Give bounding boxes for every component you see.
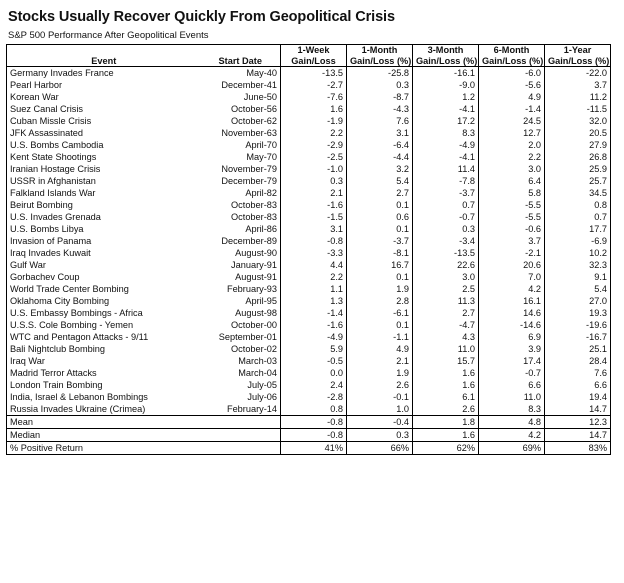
value-cell: 16.1 [479,295,545,307]
event-cell: Falkland Islands War [7,187,201,199]
table-row [7,175,611,187]
value-cell: -1.5 [281,211,347,223]
table-row [7,79,611,91]
value-cell: 11.4 [413,163,479,175]
value-cell: 7.6 [545,367,611,379]
value-cell: 0.0 [281,367,347,379]
value-cell: 6.6 [545,379,611,391]
value-cell: -7.6 [281,91,347,103]
value-cell: 14.7 [545,429,611,442]
date-cell: October-56 [231,104,277,114]
header-cell [201,45,281,56]
header-cell: 1-Year [545,45,611,56]
date-cell: November-79 [221,164,277,174]
date-cell: December-79 [221,176,277,186]
event-cell: U.S.S. Cole Bombing - Yemen [7,319,201,331]
value-cell: 0.1 [347,199,413,211]
value-cell: 0.8 [281,403,347,416]
date-cell [201,416,281,429]
value-cell: 0.1 [347,271,413,283]
value-cell: 27.0 [545,295,611,307]
value-cell: 25.1 [545,343,611,355]
event-cell: Bali Nightclub Bombing [7,343,201,355]
table-row [7,235,611,247]
value-cell: 12.7 [479,127,545,139]
table-row [7,139,611,151]
data-table [6,44,611,455]
date-cell: April-95 [245,296,277,306]
value-cell: -16.7 [545,331,611,343]
value-cell: 9.1 [545,271,611,283]
table-row [7,67,611,80]
value-cell: -5.6 [479,79,545,91]
header-row-top [7,45,611,56]
value-cell: -3.7 [413,187,479,199]
chart-title: Stocks Usually Recover Quickly From Geopolitical Crisis [8,9,395,25]
value-cell: -2.7 [281,79,347,91]
value-cell: -8.7 [347,91,413,103]
value-cell: -1.9 [281,115,347,127]
value-cell: 11.0 [479,391,545,403]
date-cell: April-86 [245,224,277,234]
value-cell: 8.3 [413,127,479,139]
value-cell: 0.3 [281,175,347,187]
value-cell: 4.2 [479,429,545,442]
value-cell: 26.8 [545,151,611,163]
value-cell: 0.1 [347,223,413,235]
value-cell: -2.9 [281,139,347,151]
value-cell: 34.5 [545,187,611,199]
value-cell: -4.9 [281,331,347,343]
value-cell: 20.6 [479,259,545,271]
summary-row [7,442,611,455]
value-cell: 0.6 [347,211,413,223]
table-row [7,295,611,307]
value-cell: 1.6 [413,367,479,379]
event-cell: London Train Bombing [7,379,201,391]
value-cell: 0.7 [545,211,611,223]
table-row [7,211,611,223]
event-cell: Mean [7,416,201,429]
event-cell: Pearl Harbor [7,79,201,91]
summary-row [7,429,611,442]
chart-subtitle: S&P 500 Performance After Geopolitical Events [8,30,209,41]
table-row [7,151,611,163]
value-cell: 19.4 [545,391,611,403]
table-row [7,355,611,367]
header-cell: 1-Month [347,45,413,56]
date-cell: October-62 [231,116,277,126]
value-cell: 83% [545,442,611,455]
value-cell: 32.3 [545,259,611,271]
date-cell: April-82 [245,188,277,198]
value-cell: 3.2 [347,163,413,175]
table-row [7,307,611,319]
value-cell: -5.5 [479,211,545,223]
date-cell: March-03 [238,356,277,366]
value-cell: -19.6 [545,319,611,331]
event-cell: Korean War [7,91,201,103]
value-cell: -1.4 [281,307,347,319]
date-cell [201,429,281,442]
date-cell: November-63 [221,128,277,138]
value-cell: 3.1 [347,127,413,139]
event-cell: India, Israel & Lebanon Bombings [7,391,201,403]
value-cell: 0.7 [413,199,479,211]
event-cell: Iraq War [7,355,201,367]
date-cell: July-05 [247,380,277,390]
date-cell: August-90 [235,248,277,258]
value-cell: 12.3 [545,416,611,429]
value-cell: -2.8 [281,391,347,403]
event-cell: Gulf War [7,259,201,271]
value-cell: -13.5 [281,67,347,80]
value-cell: 10.2 [545,247,611,259]
value-cell: 6.1 [413,391,479,403]
value-cell: -6.1 [347,307,413,319]
value-cell: -4.3 [347,103,413,115]
event-cell: U.S. Bombs Cambodia [7,139,201,151]
value-cell: 22.6 [413,259,479,271]
date-cell: February-14 [226,404,277,414]
value-cell: 66% [347,442,413,455]
value-cell: 11.0 [413,343,479,355]
value-cell: 2.7 [347,187,413,199]
value-cell: 2.6 [413,403,479,416]
date-cell: October-83 [231,200,277,210]
event-cell: Median [7,429,201,442]
header-row-bottom [7,56,611,67]
value-cell: 19.3 [545,307,611,319]
value-cell: 6.6 [479,379,545,391]
value-cell: -5.5 [479,199,545,211]
date-cell: March-04 [238,368,277,378]
header-cell [7,45,201,56]
date-cell: October-02 [231,344,277,354]
value-cell: 2.0 [479,139,545,151]
date-cell: August-98 [235,308,277,318]
header-cell: Gain/Loss (%) [347,56,413,67]
value-cell: 7.0 [479,271,545,283]
date-cell: June-50 [243,92,277,102]
value-cell: 25.7 [545,175,611,187]
header-cell: 1-Week [281,45,347,56]
value-cell: 4.2 [479,283,545,295]
value-cell: -4.1 [413,151,479,163]
value-cell: -2.1 [479,247,545,259]
table-row [7,163,611,175]
value-cell: 1.6 [413,429,479,442]
value-cell: 1.6 [281,103,347,115]
value-cell: -1.6 [281,319,347,331]
table-row [7,379,611,391]
value-cell: 5.9 [281,343,347,355]
value-cell: 41% [281,442,347,455]
table-row [7,259,611,271]
value-cell: 32.0 [545,115,611,127]
table-row [7,115,611,127]
table-row [7,223,611,235]
value-cell: 2.2 [281,271,347,283]
value-cell: 2.5 [413,283,479,295]
value-cell: 0.3 [347,79,413,91]
value-cell: 5.4 [545,283,611,295]
value-cell: -0.8 [281,429,347,442]
value-cell: 3.1 [281,223,347,235]
value-cell: 20.5 [545,127,611,139]
date-cell: August-91 [235,272,277,282]
value-cell: 14.7 [545,403,611,416]
event-cell: Invasion of Panama [7,235,201,247]
value-cell: -25.8 [347,67,413,80]
value-cell: -6.0 [479,67,545,80]
value-cell: -0.6 [479,223,545,235]
value-cell: 3.0 [479,163,545,175]
value-cell: -7.8 [413,175,479,187]
value-cell: 2.8 [347,295,413,307]
event-cell: Germany Invades France [7,67,201,80]
value-cell: -4.7 [413,319,479,331]
value-cell: 0.8 [545,199,611,211]
event-cell: Beirut Bombing [7,199,201,211]
value-cell: -4.1 [413,103,479,115]
value-cell: -22.0 [545,67,611,80]
table-row [7,199,611,211]
value-cell: 4.3 [413,331,479,343]
value-cell: -6.4 [347,139,413,151]
event-cell: Iranian Hostage Crisis [7,163,201,175]
value-cell: 1.9 [347,367,413,379]
summary-row [7,416,611,429]
table-row [7,319,611,331]
table-row [7,271,611,283]
date-cell: February-93 [226,284,277,294]
value-cell: 24.5 [479,115,545,127]
value-cell: 2.1 [347,355,413,367]
value-cell: -3.3 [281,247,347,259]
value-cell: -1.0 [281,163,347,175]
value-cell: 17.4 [479,355,545,367]
value-cell: -0.7 [413,211,479,223]
value-cell: 7.6 [347,115,413,127]
table-row [7,367,611,379]
value-cell: -1.4 [479,103,545,115]
date-cell: December-41 [221,80,277,90]
value-cell: 3.9 [479,343,545,355]
event-cell: Iraq Invades Kuwait [7,247,201,259]
table-row [7,91,611,103]
value-cell: -0.8 [281,416,347,429]
value-cell: 14.6 [479,307,545,319]
value-cell: 2.1 [281,187,347,199]
value-cell: -3.4 [413,235,479,247]
value-cell: 69% [479,442,545,455]
value-cell: 0.3 [347,429,413,442]
value-cell: -8.1 [347,247,413,259]
event-cell: Madrid Terror Attacks [7,367,201,379]
header-cell: Gain/Loss [281,56,347,67]
date-cell: October-00 [231,320,277,330]
value-cell: 3.7 [545,79,611,91]
table-row [7,391,611,403]
value-cell: 4.9 [347,343,413,355]
value-cell: -1.6 [281,199,347,211]
value-cell: -3.7 [347,235,413,247]
value-cell: 25.9 [545,163,611,175]
date-cell: September-01 [218,332,277,342]
value-cell: -1.1 [347,331,413,343]
value-cell: 15.7 [413,355,479,367]
date-cell: January-91 [231,260,277,270]
value-cell: -0.8 [281,235,347,247]
table-row [7,187,611,199]
value-cell: 27.9 [545,139,611,151]
date-cell: May-70 [246,152,277,162]
table-body [7,67,611,455]
value-cell: 17.7 [545,223,611,235]
value-cell: 2.2 [479,151,545,163]
header-cell: 6-Month [479,45,545,56]
header-cell: 3-Month [413,45,479,56]
value-cell: 8.3 [479,403,545,416]
event-cell: Kent State Shootings [7,151,201,163]
value-cell: -0.7 [479,367,545,379]
value-cell: 4.4 [281,259,347,271]
event-cell: World Trade Center Bombing [7,283,201,295]
header-cell: Gain/Loss (%) [545,56,611,67]
value-cell: -2.5 [281,151,347,163]
value-cell: 11.3 [413,295,479,307]
event-cell: % Positive Return [7,442,201,455]
date-cell: July-06 [247,392,277,402]
event-cell: Suez Canal Crisis [7,103,201,115]
event-cell: Russia Invades Ukraine (Crimea) [7,403,201,416]
value-cell: 0.1 [347,319,413,331]
date-cell: May-40 [246,68,277,78]
value-cell: 28.4 [545,355,611,367]
event-cell: U.S. Bombs Libya [7,223,201,235]
value-cell: 1.0 [347,403,413,416]
table-row [7,343,611,355]
value-cell: -14.6 [479,319,545,331]
value-cell: -16.1 [413,67,479,80]
value-cell: 17.2 [413,115,479,127]
value-cell: 2.4 [281,379,347,391]
value-cell: 6.4 [479,175,545,187]
event-cell: USSR in Afghanistan [7,175,201,187]
value-cell: 16.7 [347,259,413,271]
value-cell: -0.1 [347,391,413,403]
value-cell: 2.7 [413,307,479,319]
value-cell: -9.0 [413,79,479,91]
value-cell: 2.6 [347,379,413,391]
value-cell: 11.2 [545,91,611,103]
value-cell: -11.5 [545,103,611,115]
value-cell: -6.9 [545,235,611,247]
header-cell: Gain/Loss (%) [479,56,545,67]
event-cell: Oklahoma City Bombing [7,295,201,307]
value-cell: 5.4 [347,175,413,187]
value-cell: 62% [413,442,479,455]
event-cell: U.S. Invades Grenada [7,211,201,223]
event-cell: Cuban Missle Crisis [7,115,201,127]
event-cell: U.S. Embassy Bombings - Africa [7,307,201,319]
value-cell: 1.8 [413,416,479,429]
date-cell: October-83 [231,212,277,222]
value-cell: 1.6 [413,379,479,391]
value-cell: 1.9 [347,283,413,295]
date-cell: December-89 [221,236,277,246]
value-cell: -4.4 [347,151,413,163]
header-cell: Start Date [201,56,281,67]
table-row [7,331,611,343]
header-cell: Gain/Loss (%) [413,56,479,67]
table-row [7,103,611,115]
event-cell: JFK Assassinated [7,127,201,139]
value-cell: 3.0 [413,271,479,283]
value-cell: -4.9 [413,139,479,151]
value-cell: 1.1 [281,283,347,295]
header-cell: Event [7,56,201,67]
value-cell: 2.2 [281,127,347,139]
table-row [7,403,611,416]
date-cell: April-70 [245,140,277,150]
value-cell: -0.4 [347,416,413,429]
table-row [7,283,611,295]
date-cell [201,442,281,455]
table-row [7,127,611,139]
value-cell: 1.2 [413,91,479,103]
value-cell: -13.5 [413,247,479,259]
value-cell: -0.5 [281,355,347,367]
value-cell: 6.9 [479,331,545,343]
table-row [7,247,611,259]
value-cell: 1.3 [281,295,347,307]
value-cell: 4.8 [479,416,545,429]
value-cell: 4.9 [479,91,545,103]
value-cell: 5.8 [479,187,545,199]
value-cell: 3.7 [479,235,545,247]
event-cell: WTC and Pentagon Attacks - 9/11 [7,331,201,343]
value-cell: 0.3 [413,223,479,235]
event-cell: Gorbachev Coup [7,271,201,283]
